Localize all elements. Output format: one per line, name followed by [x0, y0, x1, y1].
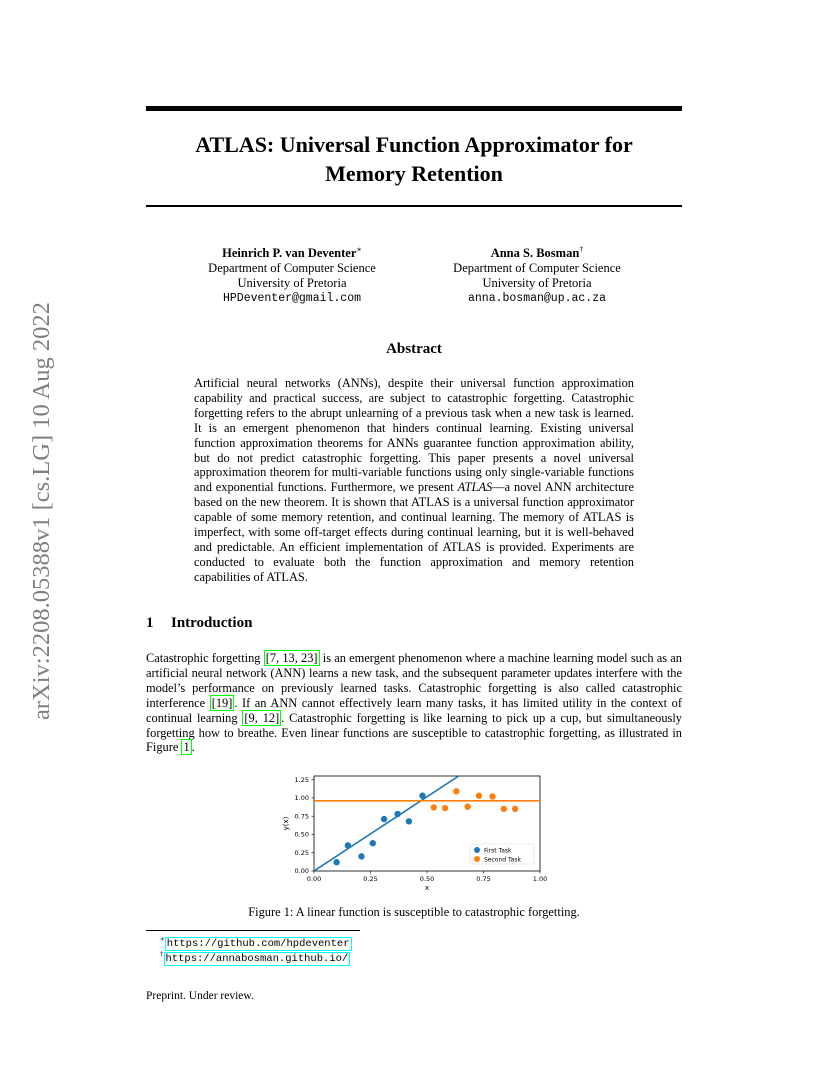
footnote-link[interactable]: https://github.com/hpdeventer [166, 937, 350, 950]
intro-paragraph: Catastrophic forgetting [7, 13, 23] is an emergent phenomenon where a machine learning model such as an artificial neural network (ANN) learns a new task, and the subsequent parameter updates interfere with the model’s performance on previously learned tasks. Catastrophic forgetting is also called catastrophic interference [19] . If an ANN cannot effectively learn many tasks, it has limited utility in the context of continual learning [9, 12] . Catastrophic forgetting is like learning to pick up a cup, but simultaneously forgetting how to breathe. Even linear functions are susceptible to catastrophic forgetting, as illustrated in Figure 1 . [146, 651, 682, 755]
section-title: Introduction [171, 615, 253, 631]
x-tick-label: 0.25 [363, 875, 378, 883]
data-point [464, 803, 470, 809]
y-tick-label: 0.00 [294, 867, 309, 876]
data-point [501, 806, 507, 812]
title-rule-top [146, 106, 682, 111]
abstract-emphasis: ATLAS [457, 480, 493, 495]
x-tick-label: 1.00 [532, 875, 548, 883]
author-email[interactable]: HPDeventer@gmail.com [222, 292, 362, 306]
data-point [489, 793, 495, 799]
x-tick-label: 0.50 [419, 875, 435, 883]
title-rule-bottom [146, 205, 682, 207]
legend-label: First Task [484, 847, 512, 855]
data-point [512, 806, 518, 812]
y-tick-label: 0.75 [294, 812, 309, 821]
author-block-1 [172, 242, 412, 306]
figure-1-chart [278, 770, 550, 896]
author-name: Anna S. Bosman† [490, 245, 584, 261]
author-mark: † [579, 245, 584, 254]
author-block-2 [417, 242, 657, 306]
title-line-2: Memory Retention [325, 161, 503, 186]
footnote-mark: † [160, 950, 164, 958]
section-number: 1 [146, 615, 154, 631]
data-point [358, 853, 364, 859]
y-tick-label: 0.25 [294, 848, 309, 857]
data-point [345, 842, 351, 848]
y-tick-label: 1.25 [294, 775, 309, 784]
x-tick-label: 0.00 [306, 875, 322, 883]
data-point [333, 859, 339, 865]
author-name: Heinrich P. van Deventer∗ [222, 245, 362, 261]
x-tick-label: 0.75 [476, 875, 491, 883]
footnote-2 [160, 950, 350, 965]
paper-title [146, 130, 682, 188]
footnote-1 [160, 935, 352, 950]
y-tick-label: 0.50 [294, 830, 309, 839]
y-axis-label: y(x) [282, 816, 290, 831]
arxiv-sidebar: arXiv:2208.05388v1 [cs.LG] 10 Aug 2022 [28, 302, 55, 720]
citation-link[interactable]: [9, 12] [244, 710, 280, 725]
legend-marker [474, 847, 480, 853]
author-email[interactable]: anna.bosman@up.ac.za [467, 292, 607, 306]
y-tick-label: 1.00 [294, 794, 309, 803]
legend-label: Second Task [484, 856, 521, 864]
abstract-heading: Abstract [386, 341, 442, 357]
author-dept: Department of Computer Science [208, 261, 376, 276]
data-point [453, 788, 459, 794]
data-point [431, 804, 437, 810]
abstract-text: Artificial neural networks (ANNs), despite their universal function approximation capability and practical success, are subject to catastrophic forgetting. Catastrophic forgetting refers to the abrupt unlearning of a previous task when a new task is learned. It is an emergent phenomenon that hinders continual learning. Existing universal function approximation theorems for ANNs guarantee function approximation ability, but do not predict catastrophic forgetting. This paper presents a novel universal approximation theorem for multi-variable functions using only single-variable functions and exponential functions. Furthermore, we present ATLAS—a novel ANN architecture based on the new theorem. It is shown that ATLAS is a universal function approximator capable of some memory retention, and continual learning. The memory of ATLAS is imperfect, with some off-target effects during continual learning, but it is well-behaved and predictable. An efficient implementation of ATLAS is provided. Experiments are conducted to evaluate both the function approximation and memory retention capabilities of ATLAS. [194, 376, 634, 584]
title-line-1: ATLAS: Universal Function Approximator for [195, 132, 633, 157]
footnote-mark: ∗ [160, 935, 165, 943]
footnote-link[interactable]: https://annabosman.github.io/ [165, 952, 349, 965]
fit-line [314, 776, 459, 871]
figure-link[interactable]: 1 [183, 740, 190, 755]
author-univ: University of Pretoria [237, 276, 347, 291]
data-point [394, 811, 400, 817]
legend-marker [474, 856, 480, 862]
data-point [370, 840, 376, 846]
data-point [419, 793, 425, 799]
preprint-notice: Preprint. Under review. [146, 990, 254, 1002]
data-point [442, 805, 448, 811]
author-mark: ∗ [356, 245, 362, 254]
footnote-rule [146, 930, 360, 931]
figure-caption: Figure 1: A linear function is susceptible to catastrophic forgetting. [248, 905, 580, 919]
data-point [381, 816, 387, 822]
citation-link[interactable]: [19] [211, 695, 233, 710]
section-heading [146, 615, 252, 632]
data-point [406, 818, 412, 824]
author-dept: Department of Computer Science [453, 261, 621, 276]
author-univ: University of Pretoria [482, 276, 592, 291]
citation-link[interactable]: [7, 13, 23] [265, 651, 318, 665]
x-axis-label: x [424, 884, 430, 892]
data-point [476, 793, 482, 799]
